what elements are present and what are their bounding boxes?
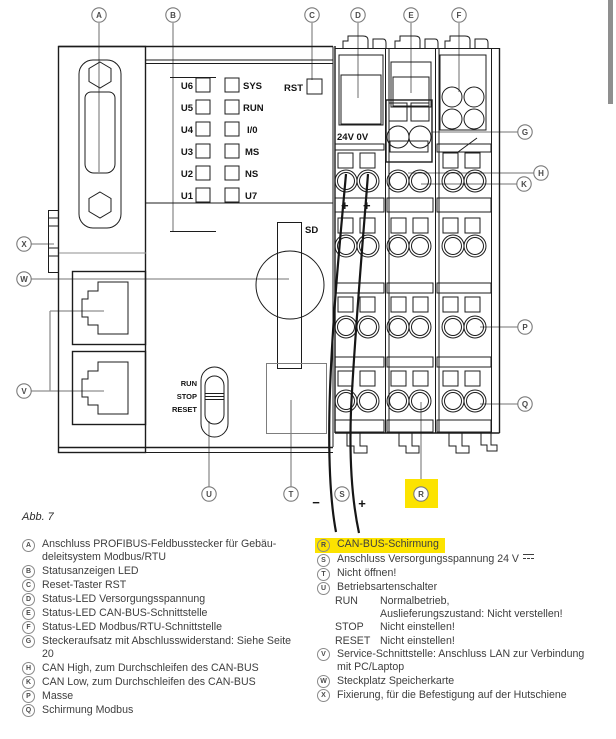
svg-text:U7: U7	[245, 191, 258, 202]
legend-item-h	[22, 662, 305, 676]
led-row	[181, 144, 259, 158]
svg-text:C: C	[309, 11, 315, 20]
led-row	[181, 78, 262, 92]
din-rail-fixing-clip	[49, 211, 59, 273]
svg-text:X: X	[21, 240, 27, 249]
callout-q	[518, 397, 532, 411]
legend-item-b	[22, 565, 305, 579]
legend-item-p	[22, 690, 305, 704]
legend-text: Steckeraufsatz mit Abschlusswiderstand: Siehe Seite 20	[42, 634, 292, 661]
reset-button	[284, 79, 322, 94]
legend-letter-badge: P	[22, 690, 35, 703]
legend-text: Schirmung Modbus	[42, 703, 134, 716]
scrollbar-thumb[interactable]	[608, 0, 613, 104]
callout-c	[305, 8, 319, 22]
svg-text:24V 0V: 24V 0V	[337, 132, 369, 143]
legend-letter-badge: T	[317, 568, 330, 581]
legend-letter-badge: U	[317, 582, 330, 595]
legend-letter-badge: Q	[22, 704, 35, 717]
svg-text:E: E	[408, 11, 414, 20]
legend-item-k	[22, 676, 305, 690]
mounting-clip	[343, 36, 386, 48]
legend-text: CAN-BUS-Schirmung	[337, 538, 439, 550]
svg-text:NS: NS	[245, 169, 259, 180]
mode-key	[335, 608, 380, 621]
legend-letter-badge: C	[22, 579, 35, 592]
callout-h	[534, 166, 548, 180]
mode-value: Nicht einstellen!	[380, 621, 455, 634]
svg-text:U1: U1	[180, 191, 193, 202]
dc-symbol	[523, 554, 534, 562]
callout-a	[92, 8, 106, 22]
ethernet-port-1	[73, 272, 146, 345]
mode-key: RESET	[335, 634, 371, 647]
legend-letter-badge: F	[22, 621, 35, 634]
callout-b	[166, 8, 180, 22]
svg-text:H: H	[538, 169, 544, 178]
svg-text:P: P	[522, 323, 528, 332]
legend-letter-badge: X	[317, 689, 330, 702]
callout-v	[17, 384, 31, 398]
legend-letter-badge: G	[22, 635, 35, 648]
svg-text:RUN: RUN	[180, 379, 197, 388]
legend-item-t	[317, 567, 600, 581]
legend-item-f	[22, 621, 305, 635]
legend-letter-badge: K	[22, 676, 35, 689]
legend-text: Anschluss PROFIBUS-Feldbusstecker für Gebäudeleitsystem Modbus/RTU	[42, 538, 277, 564]
legend-letter-badge: R	[317, 539, 330, 552]
svg-text:RST: RST	[284, 83, 303, 94]
mode-switch-sublist	[335, 595, 600, 648]
callout-x	[17, 237, 31, 251]
svg-text:K: K	[521, 180, 527, 189]
legend-item-x	[317, 689, 600, 703]
callout-e	[404, 8, 418, 22]
legend-column-right	[317, 538, 600, 718]
svg-text:MS: MS	[245, 147, 260, 158]
ethernet-port-2	[73, 352, 146, 425]
callout-u	[202, 487, 216, 501]
legend-text: CAN Low, zum Durchschleifen des CAN-BUS	[42, 675, 256, 688]
svg-text:V: V	[21, 387, 27, 396]
callout-g	[518, 125, 532, 139]
legend-item-u	[317, 581, 600, 595]
led-row	[181, 100, 264, 114]
svg-text:Q: Q	[521, 400, 529, 409]
callout-s	[335, 487, 349, 501]
led-status-panel	[170, 78, 264, 232]
legend-column-left	[22, 538, 305, 718]
legend-text: Status-LED Modbus/RTU-Schnittstelle	[42, 620, 222, 633]
terminal-row-d	[335, 371, 486, 412]
legend-item-s	[317, 553, 600, 567]
svg-text:U2: U2	[180, 169, 193, 180]
callout-p	[518, 320, 532, 334]
mode-value: Nicht einstellen!	[380, 634, 455, 647]
legend-text: Service-Schnittstelle: Anschluss LAN zur Verbindung mit PC/Laptop	[337, 647, 585, 674]
legend-text: Betriebsartenschalter	[337, 581, 438, 593]
legend-item-a	[22, 538, 305, 564]
legend-letter-badge: B	[22, 565, 35, 578]
svg-text:T: T	[288, 490, 294, 499]
mode-value: Normalbetrieb,	[380, 595, 450, 607]
do-not-open-cover	[267, 364, 327, 434]
mode-value: Auslieferungszustand: Nicht verstellen!	[380, 608, 563, 621]
svg-text:R: R	[418, 490, 424, 499]
legend-text: Statusanzeigen LED	[42, 564, 139, 577]
legend-letter-badge: V	[317, 648, 330, 661]
led-row	[181, 188, 257, 202]
callout-r	[414, 487, 428, 501]
mode-row-run-cont	[335, 608, 600, 621]
legend-text: Nicht öffnen!	[337, 567, 397, 579]
legend	[22, 538, 600, 718]
legend-letter-badge: H	[22, 662, 35, 675]
svg-text:STOP: STOP	[176, 392, 197, 401]
svg-text:S: S	[339, 490, 345, 499]
legend-letter-badge: A	[22, 539, 35, 552]
svg-text:SYS: SYS	[243, 81, 263, 92]
profibus-dsub-connector	[79, 60, 121, 228]
mounting-clip	[395, 36, 438, 48]
legend-text: CAN High, zum Durchschleifen des CAN-BUS	[42, 661, 259, 674]
svg-text:D: D	[355, 11, 361, 20]
legend-item-w	[317, 675, 600, 689]
figure-caption: Abb. 7	[22, 511, 54, 523]
svg-text:+: +	[363, 198, 371, 213]
svg-text:U4: U4	[180, 125, 193, 136]
callout-t	[284, 487, 298, 501]
svg-text:+: +	[341, 198, 349, 213]
mode-row-stop	[335, 621, 600, 634]
svg-text:A: A	[96, 11, 102, 20]
legend-item-r-highlighted	[315, 538, 445, 553]
legend-text: Masse	[42, 689, 74, 702]
mode-switch	[172, 367, 228, 437]
mode-row-run	[335, 595, 600, 608]
legend-text: Fixierung, für die Befestigung auf der Hutschiene	[337, 688, 567, 701]
svg-text:U5: U5	[180, 103, 193, 114]
svg-text:U6: U6	[180, 81, 193, 92]
mode-row-reset	[335, 635, 600, 648]
callout-k	[517, 177, 531, 191]
modbus-module	[437, 55, 491, 257]
minus-label: −	[312, 495, 320, 510]
canbus-module	[386, 62, 433, 257]
mode-key: RUN	[335, 595, 358, 607]
svg-text:RESET: RESET	[171, 405, 197, 414]
svg-text:RUN: RUN	[243, 103, 264, 114]
svg-text:B: B	[170, 11, 176, 20]
svg-text:G: G	[521, 128, 529, 137]
legend-text: Status-LED Versorgungsspannung	[42, 592, 206, 605]
rail-feet	[347, 433, 497, 453]
callout-w	[17, 272, 31, 286]
legend-letter-badge: S	[317, 554, 330, 567]
legend-item-q	[22, 704, 305, 718]
sd-card-slot	[256, 223, 324, 369]
mode-key: STOP	[335, 621, 364, 634]
legend-text: Steckplatz Speicherkarte	[337, 674, 455, 687]
led-row	[181, 122, 258, 136]
legend-text: Status-LED CAN-BUS-Schnittstelle	[42, 606, 208, 619]
plus-label: +	[358, 496, 366, 511]
terminal-modules	[335, 36, 500, 453]
svg-text:I/0: I/0	[247, 125, 258, 136]
svg-text:U: U	[206, 490, 212, 499]
legend-letter-badge: W	[317, 675, 330, 688]
legend-item-e	[22, 607, 305, 621]
led-row	[181, 166, 258, 180]
callout-f	[452, 8, 466, 22]
legend-item-g	[22, 635, 305, 661]
callout-d	[351, 8, 365, 22]
legend-item-v	[317, 648, 600, 674]
mounting-clip	[445, 36, 488, 48]
legend-letter-badge: E	[22, 607, 35, 620]
legend-item-d	[22, 593, 305, 607]
termination-plug	[386, 100, 432, 162]
legend-text: Anschluss Versorgungsspannung 24 V	[337, 553, 534, 566]
svg-text:U3: U3	[180, 147, 193, 158]
legend-text: Reset-Taster RST	[42, 578, 127, 591]
svg-text:F: F	[456, 11, 462, 20]
svg-text:W: W	[20, 275, 28, 284]
legend-item-c	[22, 579, 305, 593]
svg-text:SD: SD	[305, 225, 319, 236]
legend-letter-badge: D	[22, 593, 35, 606]
